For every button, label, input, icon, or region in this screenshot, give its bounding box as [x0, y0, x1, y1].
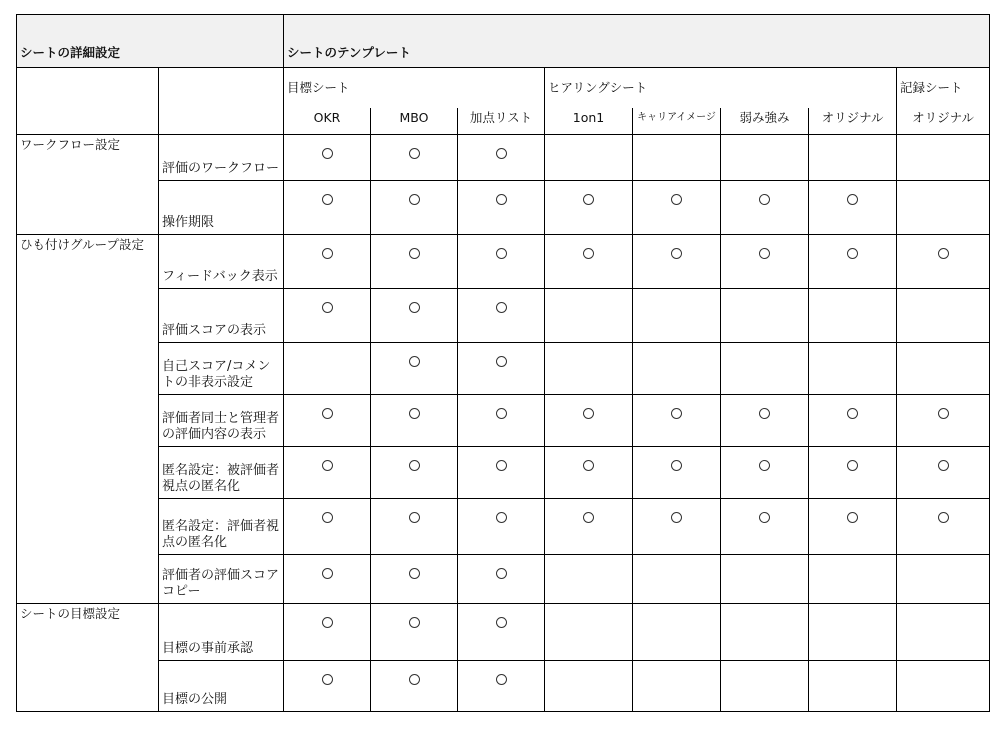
table-row: [17, 499, 990, 555]
circle-mark-icon: [409, 460, 420, 471]
mark-cell: [545, 395, 633, 447]
mark-cell: [721, 604, 809, 661]
circle-mark-icon: [496, 356, 507, 367]
mark-cell: [371, 661, 458, 712]
mark-cell: [809, 343, 897, 395]
mark-cell: [633, 604, 721, 661]
circle-mark-icon: [409, 408, 420, 419]
setting-label: 目標の事前承認: [159, 604, 284, 661]
mark-cell: [458, 604, 545, 661]
setting-label: 目標の公開: [159, 661, 284, 712]
mark-cell: [809, 395, 897, 447]
mark-cell: [545, 289, 633, 343]
table-row: [17, 661, 990, 712]
circle-mark-icon: [759, 248, 770, 259]
circle-mark-icon: [322, 460, 333, 471]
mark-cell: [897, 135, 990, 181]
mark-cell: [809, 447, 897, 499]
mark-cell: [545, 135, 633, 181]
category-cell: [17, 661, 159, 712]
mark-cell: [809, 235, 897, 289]
circle-mark-icon: [496, 674, 507, 685]
mark-cell: [633, 181, 721, 235]
column-header: OKR: [284, 108, 371, 135]
mark-cell: [371, 395, 458, 447]
circle-mark-icon: [759, 460, 770, 471]
mark-cell: [371, 343, 458, 395]
circle-mark-icon: [322, 194, 333, 205]
circle-mark-icon: [938, 248, 949, 259]
circle-mark-icon: [847, 460, 858, 471]
mark-cell: [545, 447, 633, 499]
mark-cell: [458, 661, 545, 712]
category-cell: [17, 289, 159, 343]
template-settings-table: [16, 14, 990, 712]
table-row: [17, 181, 990, 235]
mark-cell: [458, 235, 545, 289]
mark-cell: [633, 135, 721, 181]
mark-cell: [809, 661, 897, 712]
category-cell: [17, 395, 159, 447]
group-goal-sheet: 目標シート: [284, 68, 545, 109]
setting-label: フィードバック表示: [159, 235, 284, 289]
circle-mark-icon: [409, 617, 420, 628]
mark-cell: [545, 343, 633, 395]
circle-mark-icon: [496, 148, 507, 159]
mark-cell: [284, 604, 371, 661]
circle-mark-icon: [322, 617, 333, 628]
section-templates: シートのテンプレート: [284, 15, 990, 68]
circle-mark-icon: [938, 408, 949, 419]
setting-label: 評価のワークフロー: [159, 135, 284, 181]
mark-cell: [371, 181, 458, 235]
mark-cell: [458, 135, 545, 181]
circle-mark-icon: [496, 248, 507, 259]
mark-cell: [458, 181, 545, 235]
circle-mark-icon: [409, 194, 420, 205]
category-cell: [17, 555, 159, 604]
mark-cell: [897, 499, 990, 555]
mark-cell: [545, 661, 633, 712]
table-row: [17, 289, 990, 343]
group-header-row: [17, 68, 990, 109]
mark-cell: [371, 135, 458, 181]
mark-cell: [809, 604, 897, 661]
mark-cell: [809, 289, 897, 343]
mark-cell: [545, 499, 633, 555]
mark-cell: [633, 235, 721, 289]
mark-cell: [721, 343, 809, 395]
table-body: [17, 135, 990, 712]
circle-mark-icon: [322, 148, 333, 159]
circle-mark-icon: [671, 408, 682, 419]
mark-cell: [458, 555, 545, 604]
setting-label: 操作期限: [159, 181, 284, 235]
circle-mark-icon: [759, 194, 770, 205]
circle-mark-icon: [409, 302, 420, 313]
group-hearing-sheet: ヒアリングシート: [545, 68, 897, 109]
circle-mark-icon: [409, 148, 420, 159]
circle-mark-icon: [496, 512, 507, 523]
mark-cell: [371, 499, 458, 555]
circle-mark-icon: [409, 248, 420, 259]
mark-cell: [633, 395, 721, 447]
circle-mark-icon: [496, 408, 507, 419]
mark-cell: [897, 604, 990, 661]
mark-cell: [371, 289, 458, 343]
setting-label: 評価者同士と管理者の評価内容の表示: [159, 395, 284, 447]
mark-cell: [721, 235, 809, 289]
circle-mark-icon: [322, 674, 333, 685]
section-header-row: [17, 15, 990, 68]
mark-cell: [371, 447, 458, 499]
mark-cell: [284, 235, 371, 289]
circle-mark-icon: [759, 408, 770, 419]
mark-cell: [458, 395, 545, 447]
mark-cell: [284, 135, 371, 181]
circle-mark-icon: [847, 248, 858, 259]
mark-cell: [633, 555, 721, 604]
mark-cell: [809, 499, 897, 555]
mark-cell: [633, 499, 721, 555]
circle-mark-icon: [583, 512, 594, 523]
circle-mark-icon: [671, 248, 682, 259]
table-row: [17, 555, 990, 604]
column-header: オリジナル: [809, 108, 897, 135]
mark-cell: [809, 135, 897, 181]
mark-cell: [897, 661, 990, 712]
category-cell: ワークフロー設定: [17, 135, 159, 181]
mark-cell: [284, 661, 371, 712]
mark-cell: [284, 447, 371, 499]
mark-cell: [809, 555, 897, 604]
category-cell: [17, 343, 159, 395]
mark-cell: [284, 343, 371, 395]
column-header: 1on1: [545, 108, 633, 135]
mark-cell: [897, 555, 990, 604]
mark-cell: [721, 499, 809, 555]
circle-mark-icon: [496, 302, 507, 313]
circle-mark-icon: [322, 568, 333, 579]
category-cell: [17, 447, 159, 499]
setting-label: 匿名設定：被評価者視点の匿名化: [159, 447, 284, 499]
circle-mark-icon: [847, 512, 858, 523]
mark-cell: [371, 235, 458, 289]
mark-cell: [721, 447, 809, 499]
table-row: [17, 604, 990, 661]
category-cell: [17, 499, 159, 555]
mark-cell: [458, 289, 545, 343]
circle-mark-icon: [322, 408, 333, 419]
circle-mark-icon: [496, 194, 507, 205]
circle-mark-icon: [759, 512, 770, 523]
category-cell: ひも付けグループ設定: [17, 235, 159, 289]
mark-cell: [371, 555, 458, 604]
circle-mark-icon: [671, 512, 682, 523]
mark-cell: [284, 555, 371, 604]
mark-cell: [458, 499, 545, 555]
category-cell: [17, 181, 159, 235]
column-header: オリジナル: [897, 108, 990, 135]
mark-cell: [545, 181, 633, 235]
column-header: MBO: [371, 108, 458, 135]
mark-cell: [721, 181, 809, 235]
group-record-sheet: 記録シート: [897, 68, 990, 109]
mark-cell: [897, 447, 990, 499]
circle-mark-icon: [671, 194, 682, 205]
circle-mark-icon: [409, 356, 420, 367]
mark-cell: [721, 555, 809, 604]
mark-cell: [721, 395, 809, 447]
mark-cell: [458, 343, 545, 395]
circle-mark-icon: [496, 617, 507, 628]
mark-cell: [633, 289, 721, 343]
circle-mark-icon: [938, 460, 949, 471]
mark-cell: [371, 604, 458, 661]
column-header: 加点リスト: [458, 108, 545, 135]
mark-cell: [284, 395, 371, 447]
circle-mark-icon: [409, 512, 420, 523]
circle-mark-icon: [583, 408, 594, 419]
mark-cell: [721, 289, 809, 343]
setting-label: 評価者の評価スコアコピー: [159, 555, 284, 604]
category-cell: シートの目標設定: [17, 604, 159, 661]
table-row: [17, 395, 990, 447]
circle-mark-icon: [583, 248, 594, 259]
mark-cell: [897, 343, 990, 395]
section-detail-settings: シートの詳細設定: [17, 15, 284, 68]
mark-cell: [284, 499, 371, 555]
blank-cell: [159, 68, 284, 135]
mark-cell: [284, 181, 371, 235]
blank-cell: [17, 68, 159, 135]
mark-cell: [284, 289, 371, 343]
column-header: 弱み強み: [721, 108, 809, 135]
circle-mark-icon: [322, 512, 333, 523]
setting-label: 自己スコア/コメントの非表示設定: [159, 343, 284, 395]
mark-cell: [545, 235, 633, 289]
mark-cell: [458, 447, 545, 499]
table-row: [17, 235, 990, 289]
circle-mark-icon: [583, 194, 594, 205]
circle-mark-icon: [322, 248, 333, 259]
column-header: キャリアイメージ: [633, 108, 721, 135]
circle-mark-icon: [938, 512, 949, 523]
mark-cell: [721, 661, 809, 712]
mark-cell: [809, 181, 897, 235]
table-row: [17, 343, 990, 395]
mark-cell: [721, 135, 809, 181]
circle-mark-icon: [847, 408, 858, 419]
circle-mark-icon: [409, 568, 420, 579]
mark-cell: [897, 395, 990, 447]
setting-label: 匿名設定：評価者視点の匿名化: [159, 499, 284, 555]
setting-label: 評価スコアの表示: [159, 289, 284, 343]
mark-cell: [633, 343, 721, 395]
table-row: [17, 447, 990, 499]
circle-mark-icon: [847, 194, 858, 205]
circle-mark-icon: [496, 568, 507, 579]
mark-cell: [897, 289, 990, 343]
mark-cell: [545, 555, 633, 604]
mark-cell: [897, 181, 990, 235]
circle-mark-icon: [322, 302, 333, 313]
table-row: [17, 135, 990, 181]
mark-cell: [633, 447, 721, 499]
circle-mark-icon: [671, 460, 682, 471]
mark-cell: [897, 235, 990, 289]
circle-mark-icon: [583, 460, 594, 471]
mark-cell: [633, 661, 721, 712]
circle-mark-icon: [409, 674, 420, 685]
mark-cell: [545, 604, 633, 661]
circle-mark-icon: [496, 460, 507, 471]
